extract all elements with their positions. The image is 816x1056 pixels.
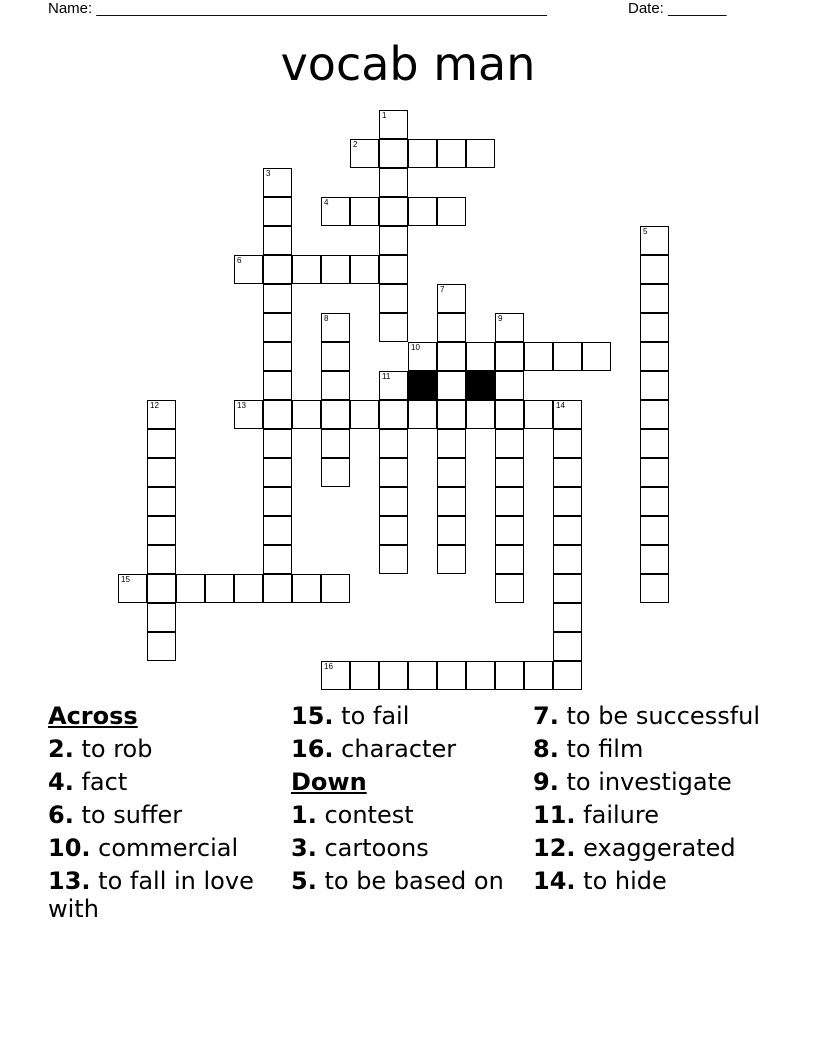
- grid-cell[interactable]: [640, 458, 669, 487]
- grid-cell[interactable]: [466, 661, 495, 690]
- clues-section: [0, 702, 816, 1002]
- grid-cell[interactable]: [640, 371, 669, 400]
- grid-cell[interactable]: [205, 574, 234, 603]
- clue-number: 5.: [291, 867, 317, 895]
- clue-number: 16.: [291, 735, 334, 763]
- grid-cell[interactable]: [379, 400, 408, 429]
- grid-cell[interactable]: [147, 574, 176, 603]
- grid-cell[interactable]: [321, 458, 350, 487]
- grid-cell[interactable]: [640, 342, 669, 371]
- grid-cell[interactable]: [495, 545, 524, 574]
- grid-cell[interactable]: [263, 255, 292, 284]
- grid-cell[interactable]: [292, 255, 321, 284]
- grid-cell[interactable]: [553, 574, 582, 603]
- grid-cell[interactable]: [437, 400, 466, 429]
- grid-cell[interactable]: [437, 516, 466, 545]
- clue-number: 11.: [533, 801, 576, 829]
- grid-cell[interactable]: [379, 516, 408, 545]
- grid-cell[interactable]: [553, 400, 582, 429]
- clue-text: fact: [81, 768, 128, 796]
- grid-cell[interactable]: [408, 139, 437, 168]
- cell-number: 3: [266, 169, 271, 178]
- clue-text: to be successful: [566, 702, 761, 730]
- grid-cell[interactable]: [263, 284, 292, 313]
- grid-cell[interactable]: [495, 458, 524, 487]
- grid-cell[interactable]: [437, 197, 466, 226]
- grid-cell[interactable]: [147, 458, 176, 487]
- clue-down-1: [291, 801, 521, 829]
- grid-cell[interactable]: [147, 400, 176, 429]
- grid-cell[interactable]: [553, 458, 582, 487]
- grid-cell[interactable]: [495, 342, 524, 371]
- grid-cell[interactable]: [640, 226, 669, 255]
- clue-number: 3.: [291, 834, 317, 862]
- clue-number: 14.: [533, 867, 576, 895]
- clue-down-12: [533, 834, 773, 862]
- grid-cell[interactable]: [408, 342, 437, 371]
- date-field[interactable]: Date: _______: [628, 0, 727, 17]
- grid-cell[interactable]: [350, 661, 379, 690]
- clue-down-7: [533, 702, 773, 730]
- grid-cell[interactable]: [321, 255, 350, 284]
- grid-cell[interactable]: [321, 342, 350, 371]
- clue-across-13: [48, 867, 278, 923]
- clue-column-1: [48, 702, 278, 928]
- grid-cell[interactable]: [553, 342, 582, 371]
- grid-cell[interactable]: [640, 313, 669, 342]
- clue-text: failure: [583, 801, 659, 829]
- grid-cell[interactable]: [640, 284, 669, 313]
- grid-cell[interactable]: [176, 574, 205, 603]
- grid-cell[interactable]: [321, 429, 350, 458]
- grid-cell[interactable]: [263, 313, 292, 342]
- clue-number: 12.: [533, 834, 576, 862]
- grid-block: [466, 371, 495, 400]
- grid-cell[interactable]: [437, 661, 466, 690]
- clue-number: 9.: [533, 768, 559, 796]
- cell-number: 5: [643, 227, 648, 236]
- down-heading: Down: [291, 768, 367, 796]
- cell-number: 15: [121, 575, 130, 584]
- clue-down-11: [533, 801, 773, 829]
- cell-number: 14: [556, 401, 565, 410]
- clue-text: character: [341, 735, 457, 763]
- grid-cell[interactable]: [321, 661, 350, 690]
- grid-cell[interactable]: [350, 255, 379, 284]
- cell-number: 7: [440, 285, 445, 294]
- grid-cell[interactable]: [379, 255, 408, 284]
- grid-cell[interactable]: [321, 313, 350, 342]
- cell-number: 2: [353, 140, 358, 149]
- grid-cell[interactable]: [379, 226, 408, 255]
- grid-cell[interactable]: [582, 342, 611, 371]
- clue-number: 7.: [533, 702, 559, 730]
- grid-cell[interactable]: [263, 487, 292, 516]
- grid-cell[interactable]: [350, 197, 379, 226]
- grid-cell[interactable]: [437, 487, 466, 516]
- grid-cell[interactable]: [466, 400, 495, 429]
- grid-cell[interactable]: [495, 400, 524, 429]
- grid-cell[interactable]: [437, 429, 466, 458]
- grid-cell[interactable]: [147, 603, 176, 632]
- grid-cell[interactable]: [495, 661, 524, 690]
- cell-number: 11: [382, 372, 391, 381]
- grid-cell[interactable]: [408, 400, 437, 429]
- grid-cell[interactable]: [553, 516, 582, 545]
- grid-cell[interactable]: [147, 545, 176, 574]
- grid-cell[interactable]: [553, 632, 582, 661]
- name-field[interactable]: Name: ______________________________________________________: [48, 0, 547, 17]
- grid-cell[interactable]: [379, 487, 408, 516]
- clue-across-10: [48, 834, 278, 862]
- grid-cell[interactable]: [118, 574, 147, 603]
- grid-cell[interactable]: [379, 429, 408, 458]
- clue-across-2: [48, 735, 278, 763]
- grid-cell[interactable]: [379, 661, 408, 690]
- grid-cell[interactable]: [524, 661, 553, 690]
- cell-number: 4: [324, 198, 329, 207]
- grid-cell[interactable]: [640, 487, 669, 516]
- page-title: vocab man: [280, 37, 536, 91]
- clue-number: 2.: [48, 735, 74, 763]
- grid-cell[interactable]: [234, 574, 263, 603]
- grid-cell[interactable]: [408, 197, 437, 226]
- clue-text: contest: [324, 801, 414, 829]
- clue-number: 4.: [48, 768, 74, 796]
- grid-cell[interactable]: [147, 429, 176, 458]
- clue-text: to suffer: [81, 801, 183, 829]
- cell-number: 12: [150, 401, 159, 410]
- clue-column-3: [533, 702, 773, 900]
- grid-cell[interactable]: [379, 139, 408, 168]
- clue-text: commercial: [98, 834, 239, 862]
- grid-cell[interactable]: [292, 400, 321, 429]
- clue-text: to hide: [583, 867, 667, 895]
- grid-cell[interactable]: [350, 400, 379, 429]
- clue-down-8: [533, 735, 773, 763]
- grid-cell[interactable]: [263, 226, 292, 255]
- grid-cell[interactable]: [321, 400, 350, 429]
- grid-cell[interactable]: [263, 168, 292, 197]
- cell-number: 10: [411, 343, 420, 352]
- grid-cell[interactable]: [466, 139, 495, 168]
- grid-cell[interactable]: [640, 400, 669, 429]
- grid-cell[interactable]: [147, 632, 176, 661]
- clue-across-6: [48, 801, 278, 829]
- clue-number: 1.: [291, 801, 317, 829]
- clue-down-5: [291, 867, 521, 895]
- grid-cell[interactable]: [379, 168, 408, 197]
- grid-cell[interactable]: [437, 342, 466, 371]
- clue-down-9: [533, 768, 773, 796]
- clue-number: 13.: [48, 867, 91, 895]
- clue-number: 10.: [48, 834, 91, 862]
- cell-number: 13: [237, 401, 246, 410]
- grid-cell[interactable]: [495, 371, 524, 400]
- grid-cell[interactable]: [234, 400, 263, 429]
- clue-across-16: [291, 735, 521, 763]
- clue-text: to be based on: [324, 867, 504, 895]
- grid-cell[interactable]: [263, 400, 292, 429]
- grid-cell[interactable]: [437, 284, 466, 313]
- clue-column-2: [291, 702, 521, 900]
- across-heading: Across: [48, 702, 138, 730]
- grid-cell[interactable]: [263, 516, 292, 545]
- grid-cell[interactable]: [408, 661, 437, 690]
- grid-cell[interactable]: [379, 284, 408, 313]
- cell-number: 16: [324, 662, 333, 671]
- clue-text: to fall in love with: [48, 867, 254, 923]
- grid-cell[interactable]: [263, 429, 292, 458]
- grid-cell[interactable]: [495, 516, 524, 545]
- grid-cell[interactable]: [147, 516, 176, 545]
- grid-cell[interactable]: [263, 458, 292, 487]
- clue-down-3: [291, 834, 521, 862]
- grid-cell[interactable]: [466, 342, 495, 371]
- grid-cell[interactable]: [321, 371, 350, 400]
- grid-cell[interactable]: [437, 139, 466, 168]
- grid-cell[interactable]: [263, 574, 292, 603]
- grid-cell[interactable]: [524, 400, 553, 429]
- grid-cell[interactable]: [437, 545, 466, 574]
- grid-cell[interactable]: [263, 371, 292, 400]
- grid-cell[interactable]: [379, 458, 408, 487]
- grid-cell[interactable]: [321, 197, 350, 226]
- cell-number: 9: [498, 314, 503, 323]
- grid-cell[interactable]: [234, 255, 263, 284]
- grid-cell[interactable]: [321, 574, 350, 603]
- grid-cell[interactable]: [379, 197, 408, 226]
- grid-cell[interactable]: [495, 487, 524, 516]
- clue-number: 8.: [533, 735, 559, 763]
- grid-cell[interactable]: [437, 313, 466, 342]
- grid-cell[interactable]: [640, 255, 669, 284]
- grid-cell[interactable]: [495, 313, 524, 342]
- grid-cell[interactable]: [640, 429, 669, 458]
- clue-text: cartoons: [324, 834, 429, 862]
- clue-text: to rob: [81, 735, 153, 763]
- clue-number: 6.: [48, 801, 74, 829]
- grid-cell[interactable]: [147, 487, 176, 516]
- grid-cell[interactable]: [640, 545, 669, 574]
- grid-cell[interactable]: [524, 342, 553, 371]
- grid-cell[interactable]: [640, 574, 669, 603]
- clue-text: to investigate: [566, 768, 732, 796]
- clue-number: 15.: [291, 702, 334, 730]
- clue-text: exaggerated: [583, 834, 736, 862]
- grid-cell[interactable]: [553, 429, 582, 458]
- clue-text: to film: [566, 735, 644, 763]
- clue-across-4: [48, 768, 278, 796]
- cell-number: 8: [324, 314, 329, 323]
- grid-cell[interactable]: [263, 545, 292, 574]
- grid-cell[interactable]: [495, 429, 524, 458]
- grid-cell[interactable]: [553, 603, 582, 632]
- grid-cell[interactable]: [350, 139, 379, 168]
- grid-cell[interactable]: [263, 342, 292, 371]
- grid-cell[interactable]: [263, 197, 292, 226]
- grid-cell[interactable]: [553, 661, 582, 690]
- grid-cell[interactable]: [292, 574, 321, 603]
- grid-cell[interactable]: [379, 371, 408, 400]
- grid-cell[interactable]: [379, 110, 408, 139]
- grid-block: [408, 371, 437, 400]
- grid-cell[interactable]: [379, 313, 408, 342]
- clue-text: to fail: [341, 702, 410, 730]
- clue-down-14: [533, 867, 773, 895]
- grid-cell[interactable]: [553, 545, 582, 574]
- grid-cell[interactable]: [437, 371, 466, 400]
- clue-across-15: [291, 702, 521, 730]
- cell-number: 6: [237, 256, 242, 265]
- grid-cell[interactable]: [437, 458, 466, 487]
- grid-cell[interactable]: [640, 516, 669, 545]
- grid-cell[interactable]: [495, 574, 524, 603]
- grid-cell[interactable]: [379, 545, 408, 574]
- grid-cell[interactable]: [553, 487, 582, 516]
- cell-number: 1: [382, 111, 387, 120]
